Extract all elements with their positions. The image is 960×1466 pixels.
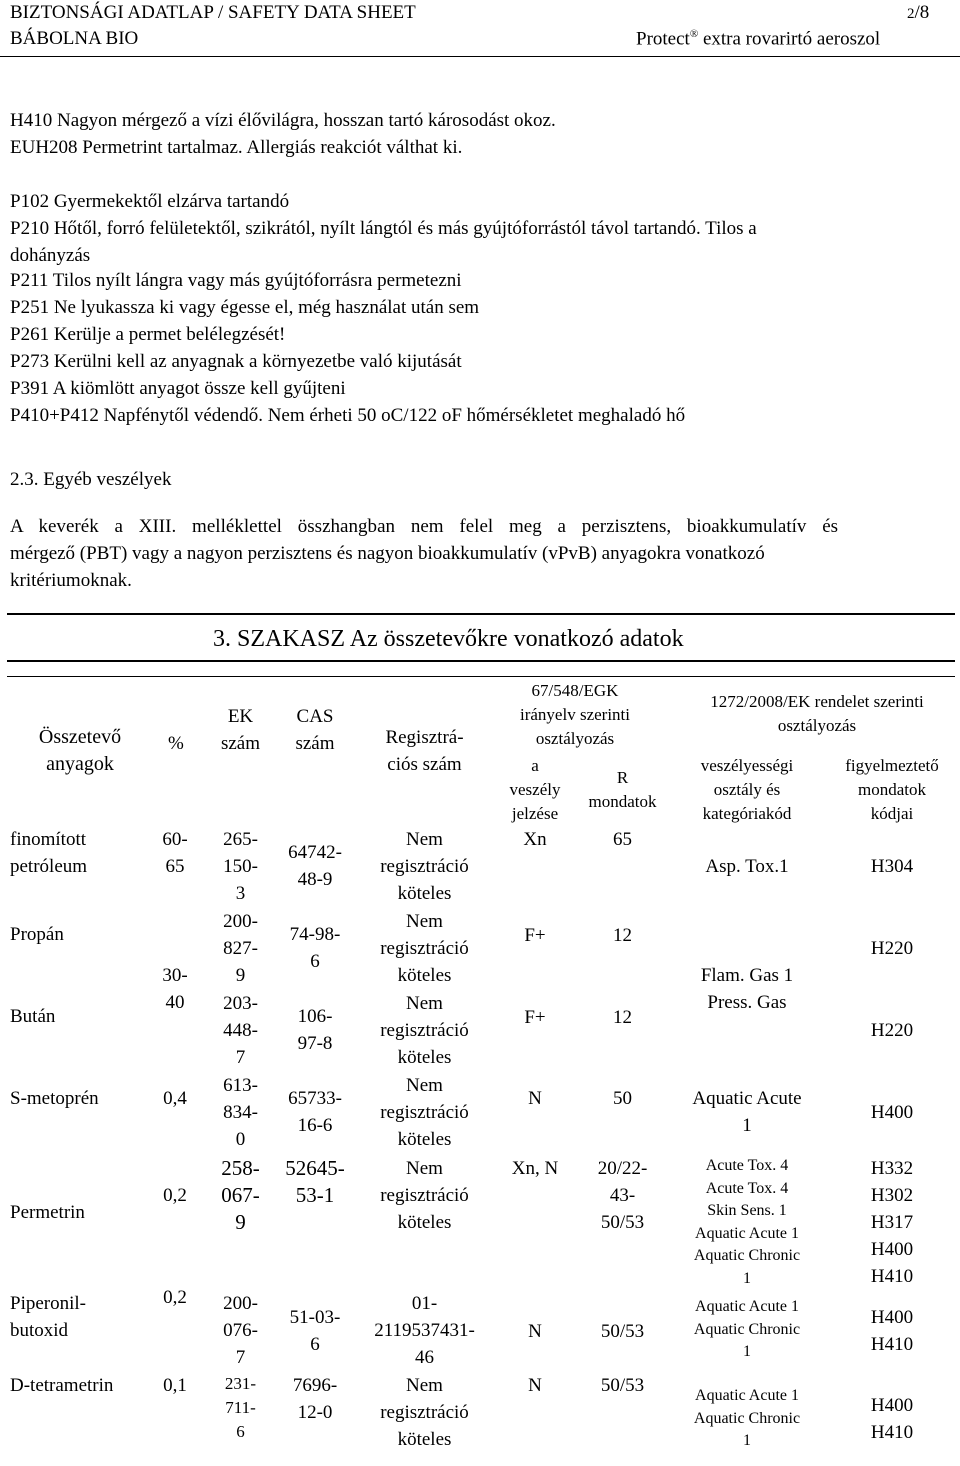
- cell-cas: 51-03- 6: [289, 1307, 341, 1355]
- company-name: BÁBOLNA BIO: [10, 28, 139, 49]
- cell-reg: Nem regisztráció köteles: [380, 993, 469, 1068]
- cell-clp-h: H304: [870, 856, 914, 877]
- cell-component: Piperonil- butoxid: [10, 1293, 86, 1341]
- merged-class: Flam. Gas 1 Press. Gas: [700, 965, 794, 1013]
- statement-line: H410 Nagyon mérgező a vízi élővilágra, hosszan tartó károsodást okoz.: [10, 110, 556, 131]
- statement-line: P410+P412 Napfénytől védendő. Nem érheti 50 oC/122 oF hőmérsékletet meghaladó hő: [10, 405, 686, 426]
- cell-clp-h: H220: [870, 1020, 914, 1041]
- th-percent: %: [168, 733, 184, 754]
- cell-clp-h: H220: [870, 938, 914, 959]
- cell-reg: Nem regisztráció köteles: [380, 1158, 469, 1233]
- cell-ek: 258- 067- 9: [221, 1156, 260, 1234]
- cell-ek: 203- 448- 7: [223, 993, 258, 1068]
- cell-percent: 0,2: [163, 1287, 187, 1308]
- cell-percent: 0,4: [163, 1088, 187, 1109]
- th-ek: EK szám: [220, 706, 261, 754]
- statement-line: P391 A kiömlött anyagot össze kell gyűjteni: [10, 378, 346, 399]
- cell-component: D-tetrametrin: [10, 1375, 114, 1396]
- product-name: [636, 28, 880, 50]
- cell-r: 65: [613, 829, 632, 850]
- section3-title: 3. SZAKASZ Az összetevőkre vonatkozó adatok: [213, 626, 684, 652]
- header-divider: [0, 56, 960, 57]
- statement-line: P273 Kerülni kell az anyagnak a környezetbe való kijutását: [10, 351, 462, 372]
- th-reg: Regisztrá- ciós szám: [385, 727, 464, 775]
- cell-percent: 0,1: [163, 1375, 187, 1396]
- cell-r: 12: [613, 925, 632, 946]
- cell-symbol: N: [528, 1375, 542, 1396]
- cell-symbol: F+: [524, 1007, 546, 1028]
- cell-ek: 231- 711- 6: [224, 1374, 257, 1441]
- cell-cas: 7696- 12-0: [292, 1375, 338, 1423]
- section-divider-bottom: [7, 660, 955, 662]
- cell-r: 50/53: [600, 1375, 645, 1396]
- table-top-line: [7, 676, 955, 677]
- cell-cas: 74-98- 6: [289, 924, 341, 972]
- statement-line: P251 Ne lyukassza ki vagy égesse el, még használat után sem: [10, 297, 480, 318]
- cell-reg: Nem regisztráció köteles: [380, 911, 469, 986]
- cell-reg: Nem regisztráció köteles: [380, 1075, 469, 1150]
- cell-component: Permetrin: [10, 1202, 85, 1223]
- th-directive: 67/548/EGK irányelv szerinti osztályozás: [520, 681, 630, 748]
- th-symbol: a veszély jelzése: [509, 756, 561, 823]
- cell-clp-class: Acute Tox. 4 Acute Tox. 4 Skin Sens. 1 Aquatic Acute 1 Aquatic Chronic 1: [693, 1157, 801, 1287]
- statement-line: EUH208 Permetrint tartalmaz. Allergiás reakciót válthat ki.: [10, 137, 463, 158]
- cell-r: 50/53: [600, 1321, 645, 1342]
- page-current: 2: [907, 6, 915, 22]
- cell-ek: 200- 076- 7: [223, 1293, 258, 1368]
- cell-r: 20/22- 43- 50/53: [597, 1158, 648, 1233]
- cell-cas: 65733- 16-6: [288, 1088, 342, 1136]
- statement-line: P102 Gyermekektől elzárva tartandó: [10, 191, 290, 212]
- cell-reg: 01- 2119537431- 46: [374, 1293, 475, 1368]
- cell-ek: 613- 834- 0: [223, 1075, 258, 1150]
- statement-line: P210 Hőtől, forró felületektől, szikrától, nyílt lángtól és más gyújtóforrástól távol tartandó. Tilos a: [10, 218, 757, 239]
- cell-ek: 265- 150- 3: [223, 829, 258, 904]
- cell-percent: 60- 65: [162, 829, 188, 877]
- other-hazards-heading: 2.3. Egyéb veszélyek: [10, 469, 172, 490]
- cell-clp-class: Aquatic Acute 1 Aquatic Chronic 1: [693, 1298, 801, 1360]
- cell-clp-h: H400 H410: [870, 1307, 914, 1355]
- cell-symbol: N: [528, 1321, 542, 1342]
- cell-symbol: N: [528, 1088, 542, 1109]
- other-hazards-line-1: A keverék a XIII. melléklettel összhangban nem felel meg a perzisztens, bioakkumulatív és: [10, 516, 839, 537]
- cell-component: Bután: [10, 1006, 56, 1027]
- registered-mark: ®: [689, 28, 699, 40]
- th-component: Összetevő anyagok: [38, 726, 122, 775]
- cell-cas: 52645- 53-1: [285, 1156, 345, 1207]
- product-prefix: Protect: [636, 28, 690, 50]
- cell-percent: 0,2: [163, 1185, 187, 1206]
- page-number: 2/8: [907, 2, 930, 23]
- cell-clp-h: H332 H302 H317 H400 H410: [870, 1158, 914, 1287]
- document-title: BIZTONSÁGI ADATLAP / SAFETY DATA SHEET: [10, 2, 416, 23]
- other-hazards-line-3: kritériumoknak.: [10, 570, 132, 591]
- page-total: 8: [919, 2, 930, 23]
- cell-component: S-metoprén: [10, 1088, 99, 1109]
- statement-line: P261 Kerülje a permet belélegzését!: [10, 324, 286, 345]
- product-suffix: extra rovarirtó aeroszol: [702, 28, 881, 50]
- cell-ek: 200- 827- 9: [223, 911, 258, 986]
- cell-symbol: Xn: [523, 829, 547, 850]
- cell-clp-h: H400: [870, 1102, 914, 1123]
- cell-clp-h: H400 H410: [870, 1395, 914, 1443]
- cell-cas: 64742- 48-9: [288, 842, 342, 890]
- th-clp-h: figyelmeztető mondatok kódjai: [845, 756, 939, 823]
- cell-cas: 106- 97-8: [297, 1006, 333, 1054]
- cell-r: 12: [613, 1007, 632, 1028]
- statement-line: P211 Tilos nyílt lángra vagy más gyújtóforrásra permetezni: [10, 270, 462, 291]
- th-clp-class: veszélyességi osztály és kategóriakód: [700, 756, 794, 823]
- cell-clp-class: Aquatic Acute 1: [692, 1088, 802, 1136]
- th-r-phrases: R mondatok: [588, 768, 657, 811]
- cell-clp-class: Aquatic Acute 1 Aquatic Chronic 1: [693, 1387, 801, 1449]
- th-clp: 1272/2008/EK rendelet szerinti osztályozás: [710, 692, 924, 735]
- cell-reg: Nem regisztráció köteles: [380, 829, 469, 904]
- cell-component: finomított petróleum: [10, 829, 88, 877]
- statement-line: dohányzás: [10, 245, 91, 266]
- cell-clp-class: Asp. Tox.1: [705, 856, 789, 877]
- th-cas: CAS szám: [295, 706, 335, 754]
- other-hazards-line-2: mérgező (PBT) vagy a nagyon perzisztens és nagyon bioakkumulatív (vPvB) anyagokra vonatkozó: [10, 543, 765, 564]
- cell-component: Propán: [10, 924, 64, 945]
- merged-percent: 30- 40: [162, 965, 188, 1013]
- cell-symbol: Xn, N: [511, 1158, 559, 1179]
- cell-r: 50: [613, 1088, 632, 1109]
- cell-symbol: F+: [524, 925, 546, 946]
- cell-reg: Nem regisztráció köteles: [380, 1375, 469, 1450]
- section-divider-top: [7, 613, 955, 615]
